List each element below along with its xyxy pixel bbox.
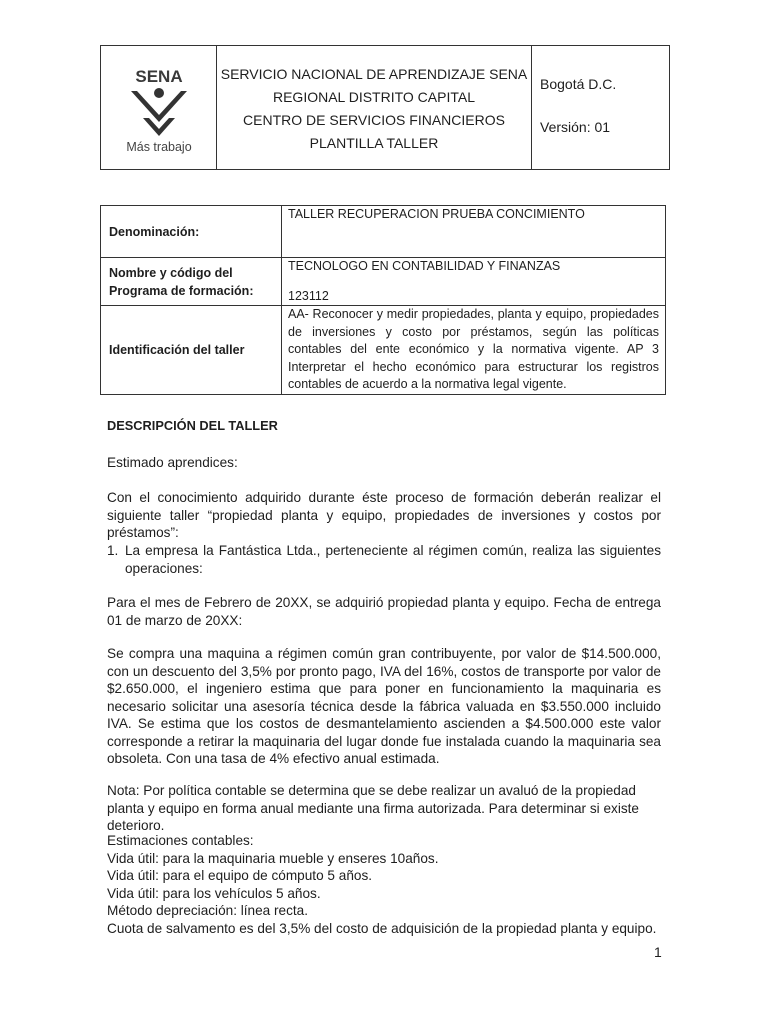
fecha-paragraph: Para el mes de Febrero de 20XX, se adquirió propiedad planta y equipo. Fecha de entrega 01 de marzo de 20XX: bbox=[107, 595, 661, 628]
header-line-1: SERVICIO NACIONAL DE APRENDIZAJE SENA bbox=[220, 65, 528, 82]
programa-label: Nombre y código del Programa de formación: bbox=[101, 258, 282, 306]
list-item bbox=[107, 542, 661, 577]
programa-code: 123112 bbox=[288, 288, 329, 303]
list-item: Método depreciación: línea recta. bbox=[107, 903, 309, 918]
section-title: DESCRIPCIÓN DEL TALLER bbox=[107, 418, 278, 433]
logo-head-icon bbox=[154, 88, 164, 98]
header-city: Bogotá D.C. bbox=[540, 76, 617, 92]
intro-paragraph: Con el conocimiento adquirido durante éste proceso de formación deberán realizar el siguiente taller “propiedad planta y equipo, propiedades de inversiones y costos por préstamos”: bbox=[107, 490, 661, 540]
logo-cell bbox=[101, 46, 217, 169]
header-line-4: PLANTILLA TALLER bbox=[309, 134, 439, 151]
denominacion-text: TALLER RECUPERACION PRUEBA CONCIMIENTO bbox=[288, 207, 585, 221]
table-row bbox=[101, 306, 666, 395]
list-item: Vida útil: para el equipo de cómputo 5 años. bbox=[107, 868, 373, 883]
header-meta-cell bbox=[532, 46, 669, 169]
header-version: Versión: 01 bbox=[540, 119, 611, 135]
estimaciones-title: Estimaciones contables: bbox=[107, 833, 254, 848]
table-row bbox=[101, 258, 666, 306]
estimaciones-block bbox=[107, 832, 661, 937]
logo-slogan: Más trabajo bbox=[125, 139, 192, 154]
table-row bbox=[101, 206, 666, 258]
logo-text: SENA bbox=[134, 66, 183, 86]
compra-paragraph: Se compra una maquina a régimen común gran contribuyente, por valor de $14.500.000, con un descuento del 3,5% por pronto pago, IVA del 16%, costos de transporte por valor de $2.650.000, el ingeniero estima que para poner en funcionamiento la maquinaria es necesario solicitar una asesoría técnica desde la fábrica valuada en $3.550.000 incluido IVA. Se estima que los costos de desmantelamiento ascienden a $4.500.000 este valor corresponde a retirar la maquinaria del lugar donde fue instalada cuando la maquinaria sea obsoleta. Con una tasa de 4% efectivo anual estimada. bbox=[107, 646, 661, 766]
list-item-text: La empresa la Fantástica Ltda., perteneciente al régimen común, realiza las siguientes operaciones: bbox=[125, 543, 661, 576]
programa-text: TECNOLOGO EN CONTABILIDAD Y FINANZAS bbox=[288, 259, 561, 273]
denominacion-value bbox=[282, 206, 666, 258]
programa-value bbox=[282, 258, 666, 306]
page-number: 1 bbox=[654, 944, 662, 960]
identificacion-value bbox=[282, 306, 666, 395]
list-item: Vida útil: para los vehículos 5 años. bbox=[107, 885, 321, 901]
list-item: Cuota de salvamento es del 3,5% del costo de adquisición de la propiedad planta y equipo. bbox=[107, 920, 657, 936]
header-title-cell bbox=[217, 46, 532, 169]
header-line-2: REGIONAL DISTRITO CAPITAL bbox=[272, 88, 475, 105]
list-item: Vida útil: para la maquinaria mueble y enseres 10años. bbox=[107, 850, 439, 866]
nota-paragraph: Nota: Por política contable se determina que se debe realizar un avaluó de la propiedad planta y equipo en forma anual mediante una firma autorizada. Para determinar si existe deterioro. bbox=[107, 783, 639, 833]
greeting: Estimado aprendices: bbox=[107, 455, 238, 470]
denominacion-label: Denominación: bbox=[101, 206, 282, 258]
document-header bbox=[100, 45, 670, 170]
info-table bbox=[100, 205, 666, 395]
list-item-number: 1. bbox=[107, 543, 119, 558]
identificacion-text: AA- Reconocer y medir propiedades, planta y equipo, propiedades de inversiones y costo por préstamos, según las políticas contables del ente económico y la normativa vigente. AP 3 Interpretar el hecho económico para estructurar los registros contables de acuerdo a la normativa legal vigente. bbox=[288, 307, 659, 391]
sena-logo bbox=[109, 58, 209, 158]
identificacion-label: Identificación del taller bbox=[101, 306, 282, 395]
header-line-3: CENTRO DE SERVICIOS FINANCIEROS bbox=[243, 111, 505, 128]
